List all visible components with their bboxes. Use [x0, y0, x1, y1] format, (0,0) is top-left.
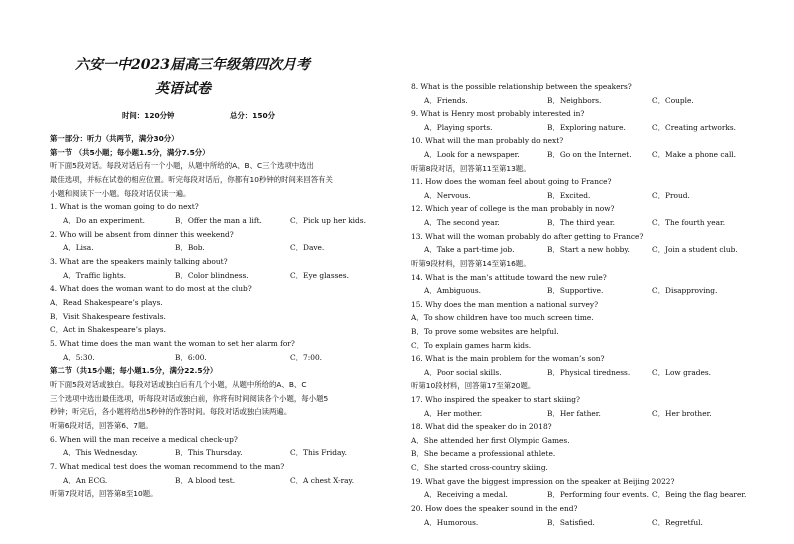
answer-option: B．Neighbors. — [547, 95, 602, 105]
instruction-text: 听第8段对话，回答第11至第13题。 — [411, 163, 531, 173]
answer-option: C．Creating artworks. — [652, 122, 737, 132]
question-line: 7. What medical test does the woman recommend to the man? — [50, 461, 285, 471]
answer-option: A．Her mother. — [424, 408, 483, 418]
question-line: A．Read Shakespeare’s plays. — [50, 297, 163, 307]
question-line: B．Visit Shakespeare festivals. — [50, 311, 166, 321]
answer-option: A．Humorous. — [424, 517, 479, 527]
answer-option: B．Offer the man a lift. — [175, 215, 262, 225]
answer-option: A．Ambiguous. — [424, 286, 482, 296]
instruction-text: 三个选项中选出最佳选项，听每段对话或独白前，你将有时间阅读各个小题，每小题5 — [50, 393, 329, 403]
question-line: B．She became a professional athlete. — [411, 449, 556, 459]
answer-option: B．6:00. — [175, 352, 207, 362]
answer-option: B．Color blindness. — [175, 270, 249, 280]
question-line: 14. What is the man’s attitude toward the new rule? — [411, 272, 607, 282]
exam-time: 时间：120分钟 — [122, 111, 175, 120]
instruction-text: 听第9段材料，回答第14至第16题。 — [411, 258, 531, 268]
answer-option: C．Proud. — [652, 190, 690, 200]
answer-option: C．Being the flag bearer. — [652, 490, 747, 500]
answer-option: C．The fourth year. — [652, 218, 726, 228]
answer-option: A．Nervous. — [424, 190, 471, 200]
exam-score: 总分：150分 — [230, 111, 275, 120]
question-line: 15. Why does the man mention a national survey? — [411, 299, 599, 309]
answer-option: C．Couple. — [652, 95, 694, 105]
answer-option: A．Poor social skills. — [424, 367, 502, 377]
page-title: 六安一中2023届高三年级第四次月考 — [75, 57, 310, 73]
answer-option: B．Physical tiredness. — [547, 367, 631, 377]
instruction-text: 听下面5段对话或独白。每段对话或独白后有几个小题，从题中所给的A、B、C — [50, 379, 307, 389]
answer-option: A．Lisa. — [63, 243, 94, 253]
instruction-text: 小题和阅读下一小题。每段对话仅读一遍。 — [50, 188, 191, 198]
answer-option: C．This Friday. — [290, 448, 347, 458]
answer-option: A．5:30. — [63, 352, 95, 362]
answer-option: A．Look for a newspaper. — [424, 150, 520, 160]
question-line: 6. When will the man receive a medical check-up? — [50, 434, 238, 444]
answer-option: A．Traffic lights. — [63, 270, 127, 280]
question-line: 20. How does the speaker sound in the end? — [411, 503, 578, 513]
answer-option: C．Make a phone call. — [652, 150, 737, 160]
instruction-text: 听第7段对话，回答第8至10题。 — [50, 489, 158, 499]
instruction-text: 听下面5段对话。每段对话后有一个小题，从题中所给的A、B、C三个选项中选出 — [50, 161, 314, 171]
answer-option: C．Eye glasses. — [290, 270, 349, 280]
answer-option: A．Do an experiment. — [63, 215, 145, 225]
instruction-text: 秒钟；听完后，各小题将给出5秒钟的作答时间。每段对话或独白读两遍。 — [50, 407, 292, 417]
question-line: 9. What is Henry most probably interested in? — [411, 109, 585, 119]
answer-option: C．Disapproving. — [652, 286, 718, 296]
question-line: 3. What are the speakers mainly talking about? — [50, 256, 228, 266]
answer-option: B．Supportive. — [547, 286, 604, 296]
section-heading: 第一部分：听力（共两节，满分30分） — [50, 134, 179, 143]
answer-option: C．A chest X-ray. — [290, 475, 355, 485]
question-line: 16. What is the main problem for the woman’s son? — [411, 354, 605, 364]
answer-option: C．Low grades. — [652, 367, 711, 377]
answer-option: A．An ECG. — [63, 475, 108, 485]
question-line: 10. What will the man probably do next? — [411, 136, 564, 146]
question-line: A．To show children have too much screen time. — [411, 313, 594, 323]
question-line: 19. What gave the biggest impression on the speaker at Beijing 2022? — [411, 476, 675, 486]
answer-option: B．Satisfied. — [547, 517, 595, 527]
answer-option: B．Excited. — [547, 190, 591, 200]
question-line: A．She attended her first Olympic Games. — [411, 435, 570, 445]
question-line: C．To explain games harm kids. — [411, 340, 532, 350]
answer-option: B．The third year. — [547, 218, 615, 228]
question-line: 4. What does the woman want to do most at the club? — [50, 284, 252, 294]
answer-option: A．Friends. — [424, 95, 468, 105]
question-line: B．To prove some websites are helpful. — [411, 326, 559, 336]
answer-option: B．Exploring nature. — [547, 122, 626, 132]
answer-option: B．Her father. — [547, 408, 601, 418]
answer-option: A．Take a part-time job. — [424, 245, 515, 255]
answer-option: B．Bob. — [175, 243, 205, 253]
answer-option: A．Receiving a medal. — [424, 490, 508, 500]
answer-option: C．Her brother. — [652, 408, 712, 418]
answer-option: C．Dave. — [290, 243, 325, 253]
section-heading: 第二节（共15小题；每小题1.5分，满分22.5分） — [50, 366, 218, 376]
question-line: 11. How does the woman feel about going to France? — [411, 177, 612, 187]
answer-option: C．Join a student club. — [652, 245, 738, 255]
section-heading: 第一节 （共5小题；每小题1.5分，满分7.5分） — [50, 147, 210, 157]
instruction-text: 听第10段材料，回答第17至第20题。 — [411, 381, 536, 391]
question-line: 5. What time does the man want the woman to set her alarm for? — [50, 338, 295, 348]
question-line: 12. Which year of college is the man probably in now? — [411, 204, 615, 214]
answer-option: B．Go on the Internet. — [547, 150, 632, 160]
answer-option: C．Pick up her kids. — [290, 215, 366, 225]
instruction-text: 听第6段对话，回答第6、7题。 — [50, 420, 153, 430]
question-line: C．Act in Shakespeare’s plays. — [50, 325, 166, 335]
question-line: 8. What is the possible relationship between the speakers? — [411, 82, 632, 91]
page-subtitle: 英语试卷 — [155, 81, 211, 97]
answer-option: B．Start a new hobby. — [547, 245, 630, 255]
answer-option: B．This Thursday. — [175, 448, 243, 458]
answer-option: A．Playing sports. — [424, 122, 493, 132]
question-line: 17. Who inspired the speaker to start skiing? — [411, 395, 580, 405]
answer-option: B．A blood test. — [175, 475, 236, 485]
answer-option: C．Regretful. — [652, 517, 703, 527]
answer-option: C．7:00. — [290, 352, 322, 362]
question-line: C．She started cross-country skiing. — [411, 463, 548, 473]
question-line: 18. What did the speaker do in 2018? — [411, 422, 552, 432]
answer-option: A．The second year. — [424, 218, 500, 228]
answer-option: A．This Wednesday. — [63, 448, 138, 458]
answer-option: B．Performing four events. — [547, 490, 649, 500]
question-line: 1. What is the woman going to do next? — [50, 202, 199, 212]
instruction-text: 最佳选项，并标在试卷的相应位置。听完每段对话后，你都有10秒钟的时间来回答有关 — [50, 174, 333, 184]
question-line: 13. What will the woman probably do after getting to France? — [411, 231, 644, 241]
question-line: 2. Who will be absent from dinner this weekend? — [50, 229, 234, 239]
